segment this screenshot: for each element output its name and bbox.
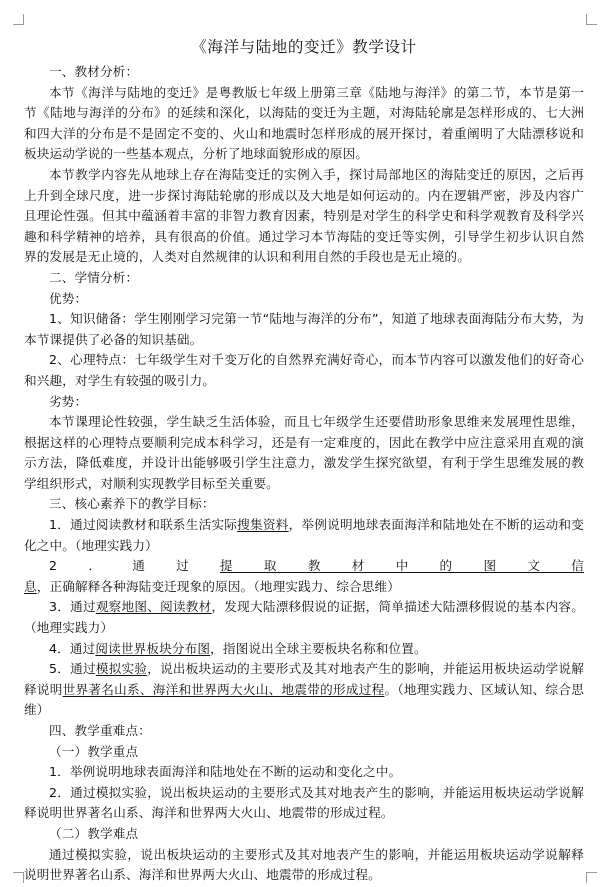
document-body: [24, 36, 584, 886]
subheading: 劣势：: [49, 393, 88, 409]
section-heading: 四、教学重难点：: [49, 723, 151, 738]
goal-underlined-text: 提取教材中的图文信息: [24, 558, 584, 594]
goal-item: [24, 556, 584, 597]
goal-text: 3．通过: [49, 599, 96, 615]
goal-item: [24, 659, 584, 721]
paragraph: 本节课理论性较强，学生缺乏生活体验，而且七年级学生还要借助形象思维来发展理性思维，根据这样的心理特点要顺利完成本科学习，还是有一定难度的，因此在教学中应注意采用直观的演示方法，降低难度，并设计出能够吸引学生注意力，激发学生探究欲望，有利于学生思维发展的教学组织形式，对顺利实现教学目标至关重要。: [24, 414, 584, 491]
goal-underlined-text: 世界著名山系、海洋和世界两大火山、地震带的形成过程: [62, 681, 385, 697]
page-corner-mark: [586, 14, 597, 25]
section-heading: 二、学情分析：: [49, 269, 139, 285]
paragraph: 本节《海洋与陆地的变迁》是粤教版七年级上册第三章《陆地与海洋》的第二节，本节是第一节《陆地与海洋的分布》的延续和深化，以海陆的变迁为主题，对海陆轮廓是怎样形成的、七大洲和四大洋的分布是不是固定不变的、火山和地震时怎样形成的展开探讨，着重阐明了大陆漂移说和板块运动学说的一些基本观点，分析了地球面貌形成的原因。: [24, 84, 584, 162]
page-corner-mark: [13, 872, 24, 883]
goal-text: 4．通过: [49, 640, 96, 656]
page-corner-mark: [586, 872, 597, 883]
subheading: 优势：: [49, 290, 88, 306]
goal-item: [24, 639, 584, 660]
key-point: 1．举例说明地球表面海洋和陆地处在不断的运动和变化之中。: [49, 764, 402, 780]
subheading: （二）教学难点: [49, 825, 139, 841]
goal-underlined-text: 观察地图、阅读教材: [95, 599, 212, 615]
goal-text: ，说出板块运动的主要形式及其对地表产生的影响，并能运用板块运动学说解释说明: [24, 661, 584, 697]
paragraph: 通过模拟实验，说出板块运动的主要形式及其对地表产生的影响，并能运用板块运动学说解释说明世界著名山系、海洋和世界两大火山、地震带的形成过程。: [24, 846, 584, 883]
section-heading: 一、教材分析：: [49, 64, 139, 79]
goal-text: ，指图说出全球主要板块名称和位置。: [210, 640, 427, 656]
goal-text: ，发现大陆漂移假说的证据，简单描述大陆漂移假说的基本内容。（地理实践力）: [24, 599, 584, 636]
goal-item: [24, 597, 584, 638]
goal-underlined-text: 阅读世界板块分布图: [95, 640, 211, 656]
page-corner-mark: [13, 14, 24, 25]
document-title: 《海洋与陆地的变迁》教学设计: [191, 38, 417, 56]
goal-item: [24, 515, 584, 556]
goal-text: 2．通过: [49, 558, 221, 574]
goal-text: ，正确解释各种海陆变迁现象的原因。（地理实践力、综合思维）: [36, 578, 401, 594]
goal-underlined-text: 搜集资料: [237, 517, 289, 533]
paragraph: 1、知识储备：学生刚刚学习完第一节“陆地与海洋的分布”，知道了地球表面海陆分布大势，为本节课提供了必备的知识基础。: [24, 311, 584, 347]
goal-text: 1．通过阅读教材和联系生活实际: [49, 517, 238, 533]
subheading: （一）教学重点: [49, 743, 139, 759]
paragraph: 本节教学内容先从地球上存在海陆变迁的实例入手，探讨局部地区的海陆变迁的原因，之后再上升到全球尺度，进一步探讨海陆轮廓的形成以及大地是如何运动的。内在逻辑严密，涉及内容广且理论性强。但其中蕴涵着丰富的非智力教育因素，特别是对学生的科学史和科学观教育及科学兴趣和科学精神的培养，具有很高的价值。通过学习本节海陆的变迁等实例，引导学生初步认识自然界的发展是无止境的，人类对自然规律的认识和利用自然的手段也是无止境的。: [24, 166, 584, 265]
goal-text: 5．通过: [49, 661, 96, 677]
goal-text: 。（地理实践力、区域认知、综合思维）: [24, 681, 584, 718]
key-point: 2．通过模拟实验，说出板块运动的主要形式及其对地表产生的影响，并能运用板块运动学说解释说明世界著名山系、海洋和世界两大火山、地震带的形成过程。: [24, 784, 584, 821]
paragraph: 2、心理特点：七年级学生对千变万化的自然界充满好奇心，而本节内容可以激发他们的好奇心和兴趣，对学生有较强的吸引力。: [24, 352, 584, 388]
goal-text: ，举例说明地球表面海洋和陆地处在不断的运动和变化之中。（地理实践力）: [24, 517, 585, 553]
section-heading: 三、核心素养下的教学目标：: [49, 496, 215, 512]
goal-underlined-text: 模拟实验: [95, 661, 148, 677]
